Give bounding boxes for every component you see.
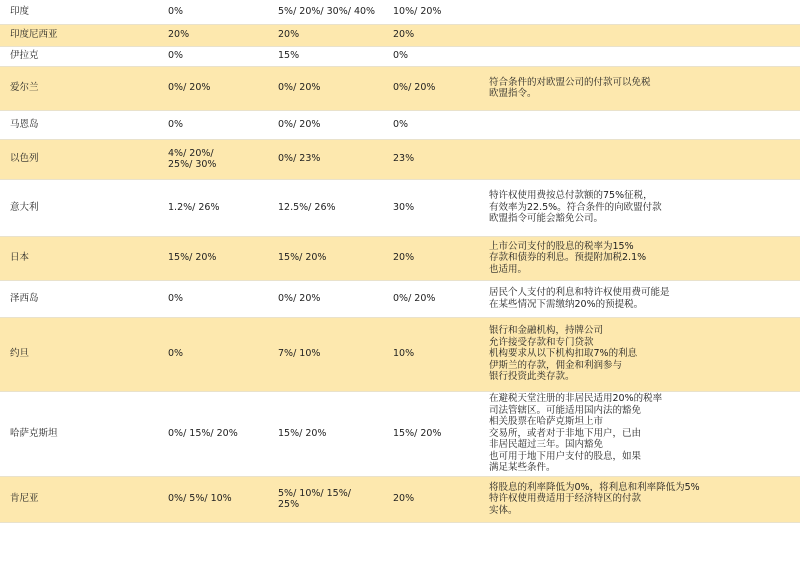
royalty-rate-cell (383, 236, 487, 280)
dividend-rate-cell (158, 139, 268, 179)
note-line: 上市公司支付的股息的税率为15% (489, 240, 634, 252)
note-line: 满足某些条件。 (489, 462, 556, 474)
country-cell (0, 476, 158, 522)
note-line: 银行投资此类存款。 (489, 371, 575, 383)
table-row (0, 139, 800, 179)
note-line: 也适用。 (489, 263, 528, 275)
note-line: 特许权使用费适用于经济特区的付款 (489, 493, 642, 505)
cell-line: 0%/ 20% (278, 118, 321, 130)
cell-line: 1.2%/ 26% (168, 201, 220, 213)
table-row (0, 179, 800, 236)
notes-cell (487, 0, 800, 24)
notes-cell (487, 139, 800, 179)
table-row (0, 280, 800, 317)
notes-cell (487, 236, 800, 280)
table-row (0, 46, 800, 66)
dividend-rate-cell (158, 66, 268, 110)
cell-line: 0% (168, 348, 184, 360)
country-cell (0, 317, 158, 391)
cell-line: 15% (278, 50, 300, 62)
table-row (0, 317, 800, 391)
cell-line: 7%/ 10% (278, 348, 321, 360)
note-line: 相关股票在哈萨克斯坦上市 (489, 416, 604, 428)
note-line: 允许接受存款和专门贷款 (489, 336, 594, 348)
dividend-rate-cell (158, 317, 268, 391)
interest-rate-cell (268, 0, 383, 24)
dividend-rate-cell (158, 476, 268, 522)
country-name: 伊拉克 (10, 50, 39, 62)
note-line: 在某些情况下需缴纳20%的预提税。 (489, 298, 644, 310)
dividend-rate-cell (158, 110, 268, 139)
royalty-rate-cell (383, 24, 487, 46)
cell-line: 15%/ 20% (278, 427, 327, 439)
cell-line: 25% (278, 499, 300, 510)
cell-line: 0%/ 20% (393, 292, 436, 304)
dividend-rate-cell (158, 391, 268, 476)
cell-line: 20% (393, 252, 415, 264)
country-name: 约旦 (10, 348, 30, 360)
cell-line: 0% (168, 50, 184, 62)
dividend-rate-cell (158, 24, 268, 46)
country-cell (0, 46, 158, 66)
cell-line: 0%/ 20% (168, 82, 211, 94)
country-cell (0, 391, 158, 476)
cell-line: 15%/ 20% (168, 252, 217, 264)
royalty-rate-cell (383, 280, 487, 317)
country-name: 日本 (10, 252, 30, 264)
interest-rate-cell (268, 24, 383, 46)
royalty-rate-cell (383, 179, 487, 236)
royalty-rate-cell (383, 110, 487, 139)
note-line: 特许权使用费按总付款额的75%征税， (489, 190, 653, 202)
cell-line: 0%/ 20% (278, 82, 321, 94)
interest-rate-cell (268, 236, 383, 280)
cell-line: 20% (168, 29, 190, 41)
table-row (0, 391, 800, 476)
note-line: 伊斯兰的存款，佣金和利润参与 (489, 359, 623, 371)
note-line: 欧盟指令可能会豁免公司。 (489, 213, 604, 225)
country-cell (0, 24, 158, 46)
cell-line: 10% (393, 348, 415, 360)
cell-line: 0%/ 20% (278, 292, 321, 304)
country-name: 以色列 (10, 153, 39, 165)
dividend-rate-cell (158, 179, 268, 236)
dividend-rate-cell (158, 280, 268, 317)
note-line: 存款和债券的利息。预提附加税2.1% (489, 252, 647, 264)
interest-rate-cell (268, 179, 383, 236)
cell-line: 30% (393, 201, 415, 213)
notes-cell (487, 66, 800, 110)
notes-cell (487, 280, 800, 317)
interest-rate-cell (268, 139, 383, 179)
country-name: 印度 (10, 6, 30, 17)
cell-line: 0% (168, 6, 184, 17)
cell-line: 10%/ 20% (393, 6, 442, 17)
royalty-rate-cell (383, 0, 487, 24)
cell-line: 0% (168, 118, 184, 130)
cell-line: 20% (393, 493, 415, 505)
country-cell (0, 0, 158, 24)
dividend-rate-cell (158, 46, 268, 66)
note-line: 非居民超过三年。国内豁免 (489, 439, 604, 451)
notes-cell (487, 24, 800, 46)
notes-cell (487, 179, 800, 236)
note-line: 有效率为22.5%。符合条件的向欧盟付款 (489, 201, 662, 213)
royalty-rate-cell (383, 139, 487, 179)
country-cell (0, 236, 158, 280)
notes-cell (487, 476, 800, 522)
table-row (0, 110, 800, 139)
note-line: 也可用于地下用户支付的股息，如果 (489, 450, 642, 462)
note-line: 居民个人支付的利息和特许权使用费可能是 (489, 287, 670, 298)
table-row (0, 236, 800, 280)
notes-cell (487, 317, 800, 391)
note-line: 交易所，或者对于非地下用户，已由 (489, 427, 642, 439)
cell-line: 0%/ 23% (278, 153, 321, 165)
cell-line: 0%/ 20% (393, 82, 436, 94)
cell-line: 5%/ 20%/ 30%/ 40% (278, 6, 376, 17)
dividend-rate-cell (158, 236, 268, 280)
table-row (0, 476, 800, 522)
table-row (0, 0, 800, 24)
interest-rate-cell (268, 110, 383, 139)
country-name: 泽西岛 (10, 292, 39, 304)
royalty-rate-cell (383, 317, 487, 391)
cell-line: 15%/ 20% (393, 427, 442, 439)
cell-line: 23% (393, 153, 415, 165)
royalty-rate-cell (383, 391, 487, 476)
country-cell (0, 139, 158, 179)
country-name: 意大利 (10, 201, 39, 213)
note-line: 银行和金融机构，持牌公司 (489, 325, 604, 337)
cell-line: 5%/ 10%/ 15%/ (278, 487, 351, 499)
country-name: 印度尼西亚 (10, 29, 58, 41)
table-row (0, 24, 800, 46)
cell-line: 20% (393, 29, 415, 41)
royalty-rate-cell (383, 66, 487, 110)
cell-line: 15%/ 20% (278, 252, 327, 264)
country-name: 哈萨克斯坦 (10, 427, 58, 439)
interest-rate-cell (268, 66, 383, 110)
table-row (0, 66, 800, 110)
royalty-rate-cell (383, 46, 487, 66)
note-line: 将股息的利率降低为0%，将利息和利率降低为5% (489, 481, 700, 493)
cell-line: 0% (393, 118, 409, 130)
cell-line: 0% (168, 292, 184, 304)
cell-line: 4%/ 20%/ (168, 147, 214, 159)
cell-line: 0% (393, 50, 409, 62)
cell-line: 25%/ 30% (168, 159, 217, 170)
interest-rate-cell (268, 391, 383, 476)
cell-line: 12.5%/ 26% (278, 201, 336, 213)
interest-rate-cell (268, 280, 383, 317)
dividend-rate-cell (158, 0, 268, 24)
note-line: 实体。 (489, 504, 518, 516)
cell-line: 0%/ 5%/ 10% (168, 493, 232, 505)
note-line: 符合条件的对欧盟公司的付款可以免税 (489, 76, 651, 88)
cell-line: 20% (278, 29, 300, 41)
note-line: 在避税天堂注册的非居民适用20%的税率 (489, 393, 663, 405)
interest-rate-cell (268, 317, 383, 391)
country-cell (0, 110, 158, 139)
notes-cell (487, 391, 800, 476)
cell-line: 0%/ 15%/ 20% (168, 427, 238, 439)
country-name: 肯尼亚 (10, 493, 39, 505)
country-name: 爱尔兰 (10, 82, 39, 94)
notes-cell (487, 110, 800, 139)
interest-rate-cell (268, 46, 383, 66)
interest-rate-cell (268, 476, 383, 522)
royalty-rate-cell (383, 476, 487, 522)
country-cell (0, 179, 158, 236)
country-cell (0, 280, 158, 317)
country-cell (0, 66, 158, 110)
note-line: 欧盟指令。 (489, 88, 537, 99)
notes-cell (487, 46, 800, 66)
note-line: 机构要求从以下机构扣取7%的利息 (489, 348, 638, 360)
country-name: 马恩岛 (10, 118, 39, 130)
note-line: 司法管辖区。可能适用国内法的豁免 (489, 404, 642, 416)
